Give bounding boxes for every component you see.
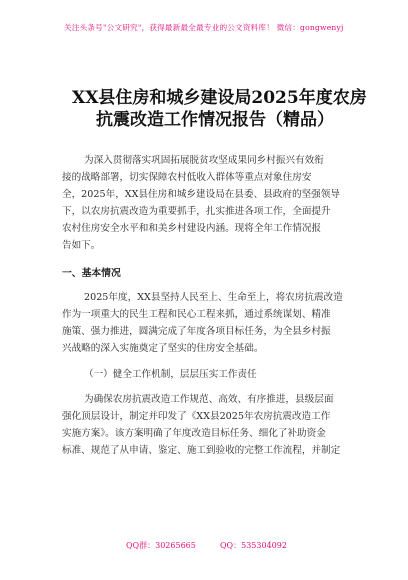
document-title-line-2: 抗震改造工作情况报告（精品） bbox=[96, 110, 334, 130]
section-heading: 一、基本情况 bbox=[62, 268, 121, 279]
para2-line: 作为一项重大的民生工程和民心工程来抓，通过系统谋划、精准 bbox=[62, 309, 331, 320]
subsection-heading: （一）健全工作机制，层层压实工作责任 bbox=[84, 369, 257, 380]
para3-line: 为确保农房抗震改造工作规范、高效、有序推进，县级层面 bbox=[84, 394, 334, 405]
para3-line: 实施方案》。该方案明确了年度改造目标任务、细化了补助资金 bbox=[62, 428, 326, 439]
para1-line: 为深入贯彻落实巩固拓展脱贫攻坚成果同乡村振兴有效衔 bbox=[84, 155, 324, 166]
para1-line: 告如下。 bbox=[62, 240, 101, 251]
top-banner: 关注头条号"公文研究"，获得最新最全最专业的公文资料库！ 微信：gongwenyj bbox=[64, 23, 344, 32]
para1-line: 全，2025年，XX县住房和城乡建设局在县委、县政府的坚强领导 bbox=[62, 189, 340, 200]
footer-qq-group: QQ群：30265665 bbox=[126, 541, 196, 550]
para2-line: 兴战略的深入实施奠定了坚实的住房安全基础。 bbox=[62, 343, 264, 354]
footer-qq: QQ：535304092 bbox=[220, 541, 287, 550]
para1-line: 农村住房安全水平和和美乡村建设内涵。现将全年工作情况报 bbox=[62, 223, 322, 234]
para3-line: 标准、规范了从申请、鉴定、施工到验收的完整工作流程，并制定 bbox=[62, 445, 341, 456]
para1-line: 接的战略部署，切实保障农村低收入群体等重点对象住房安 bbox=[62, 172, 312, 183]
para2-line: 2025年度，XX县坚持人民至上、生命至上，将农房抗震改造 bbox=[84, 292, 343, 303]
para2-line: 施策、强力推进，圆满完成了年度各项目标任务，为全县乡村振 bbox=[62, 326, 331, 337]
para1-line: 下，以农房抗震改造为重要抓手，扎实推进各项工作，全面提升 bbox=[62, 206, 331, 217]
document-title-line-1: XX县住房和城乡建设局2025年度农房 bbox=[72, 88, 367, 108]
para3-line: 强化顶层设计，制定并印发了《XX县2025年农房抗震改造工作 bbox=[62, 411, 331, 422]
